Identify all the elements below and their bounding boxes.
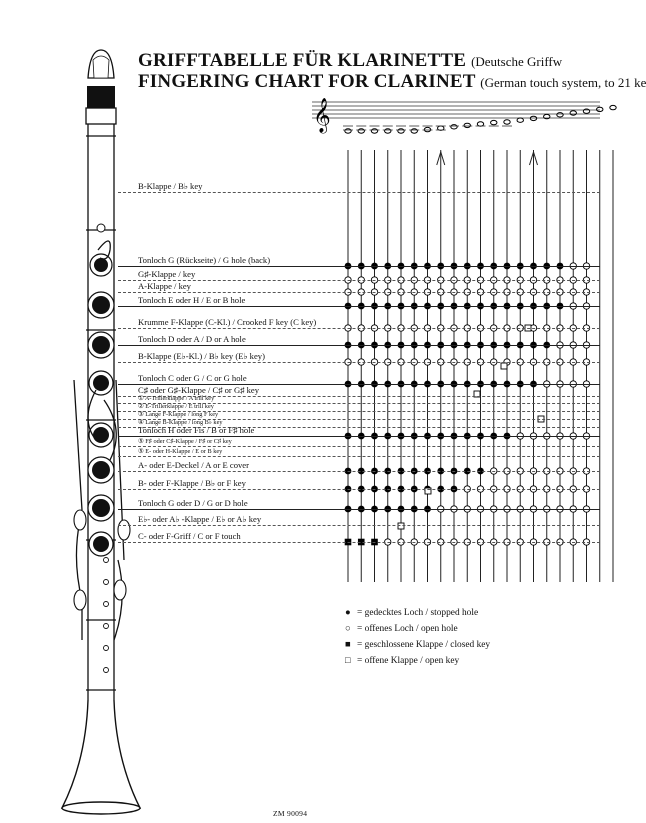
title-german-sub: (Deutsche Griffw (471, 54, 563, 69)
note-head (530, 116, 536, 120)
key-row-line (118, 192, 600, 193)
legend-item (345, 624, 458, 634)
key-label: ③ Lange F-Klappe / long F key (138, 411, 219, 418)
key-label: E♭- oder A♭ -Klappe / E♭ or A♭ key (138, 514, 262, 524)
key-label: A- oder E-Deckel / A or E cover (138, 460, 249, 470)
key-label: ④ Lange B-Klappe / long B♭ key (138, 419, 223, 426)
note-head (517, 118, 523, 122)
post-screw (104, 624, 109, 629)
title-german-main: GRIFFTABELLE FÜR KLARINETTE (138, 50, 467, 71)
note-head (358, 129, 364, 133)
tone-hole (94, 258, 108, 272)
title-german (138, 50, 562, 72)
title-english-main: FINGERING CHART FOR CLARINET (138, 71, 476, 92)
key-row-line (118, 266, 600, 267)
key-row-line (118, 456, 600, 457)
key-label: ② E-Trillerklappe / E trill key (138, 403, 214, 410)
tone-hole (92, 296, 110, 314)
legend-text: = geschlossene Klappe / closed key (357, 640, 491, 650)
key-row-line (118, 446, 600, 447)
legend-item (345, 656, 459, 666)
key-label: B-Klappe (E♭-Kl.) / B♭ key (E♭ key) (138, 351, 265, 361)
note-head (597, 107, 603, 111)
legend-symbol: ● (345, 608, 351, 618)
post-screw (104, 580, 109, 585)
key-row-line (118, 328, 600, 329)
legend-text: = offenes Loch / open hole (357, 624, 458, 634)
key-label: Krumme F-Klappe (C-Kl.) / Crooked F key (C key) (138, 317, 317, 327)
key-row-line (118, 306, 600, 307)
fingering-columns (348, 150, 613, 582)
note-head (610, 105, 616, 109)
key-pad (114, 580, 126, 600)
legend-text: = gedecktes Loch / stopped hole (357, 608, 479, 618)
note-head (477, 122, 483, 126)
key-row-line (118, 509, 600, 510)
note-head (504, 120, 510, 124)
key-pad (74, 510, 86, 530)
key-label: Tonloch G (Rückseite) / G hole (back) (138, 255, 271, 265)
post-screw (104, 558, 109, 563)
open-key-mark (501, 363, 507, 369)
register-key (97, 224, 105, 232)
clarinet-illustration (62, 50, 140, 814)
key-label: ① A-Trillerklappe / A trill key (138, 395, 215, 402)
ligature-band (87, 86, 115, 108)
note-head (464, 123, 470, 127)
legend-item (345, 640, 490, 650)
key-row-line (118, 471, 600, 472)
tone-hole (92, 336, 110, 354)
clarinet-body (88, 124, 114, 700)
treble-clef-icon: 𝄞 (313, 98, 331, 133)
title-english-sub: (German touch system, to 21 ke (480, 75, 646, 90)
key-row-line (118, 436, 600, 437)
key-label: Tonloch G oder D / G or D hole (138, 498, 248, 508)
note-head (557, 113, 563, 117)
key-row-line (118, 362, 600, 363)
legend-item (345, 608, 478, 618)
note-head (385, 129, 391, 133)
note-head (570, 111, 576, 115)
key-label: C♯ oder G♯-Klappe / C♯ or G♯ key (138, 385, 260, 395)
key-row-line (118, 525, 600, 526)
bell-icon (62, 700, 140, 808)
key-label: A-Klappe / key (138, 281, 191, 291)
key-pad (118, 520, 130, 540)
legend-symbol: ■ (345, 640, 351, 650)
barrel-ring (86, 108, 116, 124)
legend-symbol: □ (345, 656, 351, 666)
key-label: B-Klappe / B♭ key (138, 181, 203, 191)
key-label: C- oder F-Griff / C or F touch (138, 531, 241, 541)
legend-text: = offene Klappe / open key (357, 656, 460, 666)
note-head (398, 129, 404, 133)
key-row-line (118, 345, 600, 346)
note-head (411, 129, 417, 133)
note-head (451, 125, 457, 129)
key-label: ⑤ F♯ oder C♯-Klappe / F♯ or C♯ key (138, 438, 232, 445)
tone-hole (92, 499, 110, 517)
key-row-line (118, 292, 600, 293)
note-head (345, 129, 351, 133)
key-label: ⑤ E- oder H-Klappe / E or B key (138, 448, 223, 455)
catalog-number: ZM 90094 (273, 809, 308, 818)
key-label: Tonloch D oder A / D or A hole (138, 334, 246, 344)
key-pad (74, 590, 86, 610)
key-label: Tonloch H oder Fis / B or F♯ hole (138, 425, 255, 435)
title-english (138, 71, 646, 93)
reed-icon (93, 56, 109, 78)
key-label: G♯-Klappe / key (138, 269, 196, 279)
tone-hole (93, 536, 109, 552)
note-head (371, 129, 377, 133)
key-row-line (118, 542, 600, 543)
tone-hole (93, 427, 109, 443)
post-screw (104, 602, 109, 607)
post-screw (104, 646, 109, 651)
bell-rim (62, 802, 140, 814)
tone-hole (93, 375, 109, 391)
open-key-mark (398, 523, 404, 529)
key-label: B- oder F-Klappe / B♭ or F key (138, 478, 246, 488)
key-label: Tonloch E oder H / E or B hole (138, 295, 246, 305)
tone-hole (92, 461, 110, 479)
key-label: Tonloch C oder G / C or G hole (138, 373, 247, 383)
legend-symbol: ○ (345, 624, 351, 634)
post-screw (104, 668, 109, 673)
music-staff (312, 98, 616, 134)
key-row-line (118, 489, 600, 490)
note-head (491, 120, 497, 124)
